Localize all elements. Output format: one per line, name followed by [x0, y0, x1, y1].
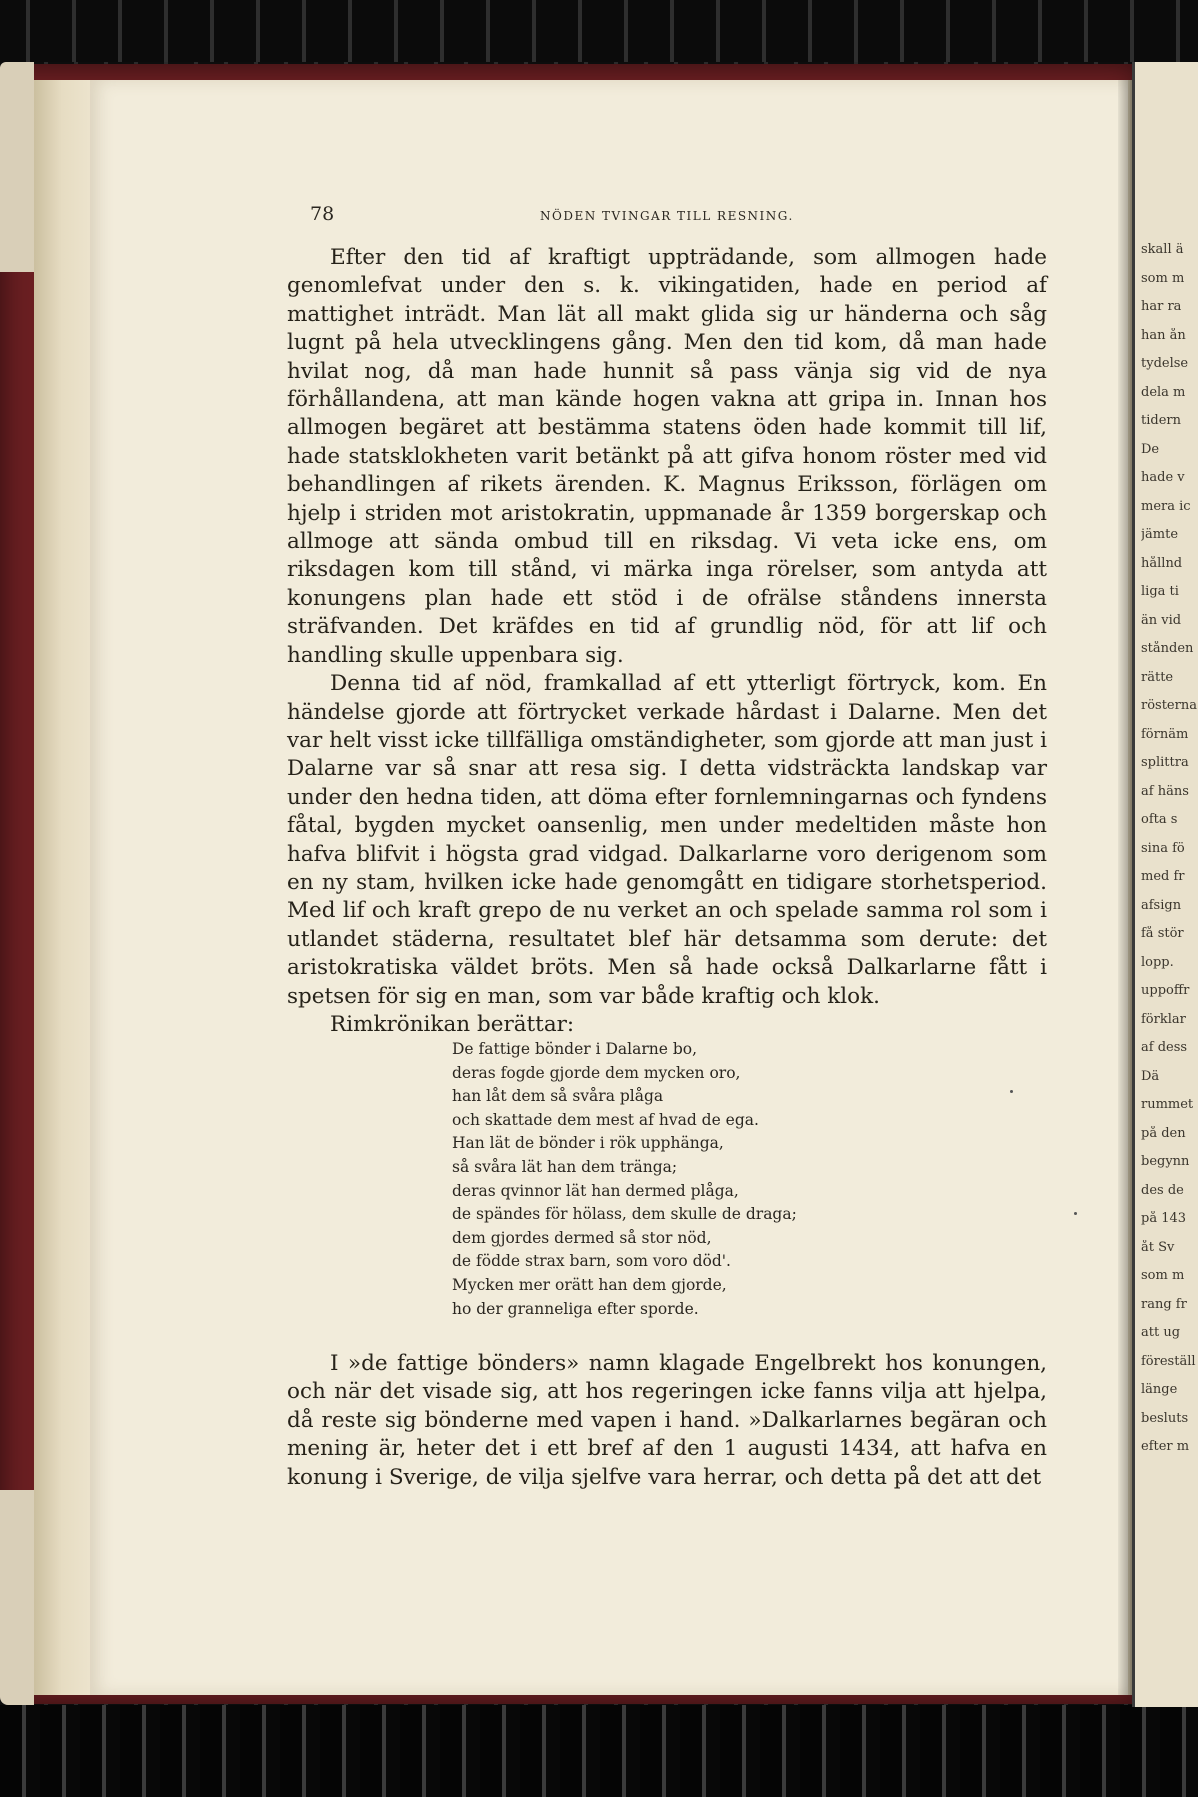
- facing-page-fragment: efter m: [1141, 1439, 1190, 1454]
- facing-page-fragment: Dä: [1141, 1068, 1160, 1084]
- facing-page-fragment: uppoffr: [1141, 983, 1190, 998]
- facing-page-fragment: De: [1141, 441, 1160, 457]
- poem-line: så svåra lät han dem tränga;: [452, 1157, 678, 1176]
- poem-quote: [452, 1038, 932, 1321]
- facing-page-fragment: på den: [1141, 1125, 1186, 1141]
- facing-page-fragment: lopp.: [1141, 954, 1174, 970]
- facing-page-fragment: på 143: [1141, 1211, 1187, 1226]
- facing-page-fragment: med fr: [1141, 869, 1185, 884]
- paragraph: I »de fattige bönders» namn klagade Engelbrekt hos konungen, och när det visade sig, att hos regeringen icke fanns vilja att hjelpa, då reste sig bönderne med vapen i hand. »Dalkarlarnes begäran och mening är, heter det i ett bref af den 1 augusti 1434, att hafva en konung i Sverige, de vilja sjelfve vara herrar, och detta på det att det: [287, 1351, 1047, 1490]
- paragraph: Denna tid af nöd, framkallad af ett ytterligt förtryck, kom. En händelse gjorde att förtrycket verkade hårdast i Dalarne. Men det var helt visst icke tillfälliga omständigheter, som gjorde att man just i Dalarne var så snar att resa sig. I detta vidsträckta landskap var under den hedna tiden, att döma efter fornlemningarnas och fyndens fåtal, bygden mycket oansenlig, men under medeltiden måste hon hafva blifvit i högsta grad vidgad. Dalkarlarne voro derigenom som en ny stam, hvilken icke hade genomgått en tidigare storhetsperiod. Med lif och kraft grepo de nu verket an och spelade samma rol som i utlandet städerna, resultatet blef här detsamma som derute: det aristokratiska väldet bröts. Men så hade också Dalkarlarne fått i spetsen för sig en man, som var både kraftig och klok.: [287, 671, 1047, 1009]
- facing-page-fragment: än vid: [1141, 612, 1182, 628]
- facing-page-fragment: hållnd: [1141, 555, 1183, 571]
- running-title: NÖDEN TVINGAR TILL RESNING.: [540, 209, 794, 223]
- poem-line: Mycken mer orätt han dem gjorde,: [452, 1275, 727, 1294]
- facing-page-fragment: tydelse: [1141, 356, 1189, 371]
- page-edge-shadow: [1118, 80, 1132, 1695]
- facing-page-fragment: des de: [1141, 1182, 1184, 1198]
- scanner-bed-bottom: [0, 1705, 1198, 1797]
- poem-line: de födde strax barn, som voro död'.: [452, 1252, 731, 1271]
- poem-line: och skattade dem mest af hvad de ega.: [452, 1110, 759, 1129]
- poem-line: deras fogde gjorde dem mycken oro,: [452, 1063, 741, 1082]
- poem-line: Han lät de bönder i rök upphänga,: [452, 1134, 724, 1153]
- facing-page-fragment: splittra: [1141, 755, 1189, 770]
- facing-page-fragment: begynn: [1141, 1154, 1190, 1169]
- facing-page-fragment: afsign: [1141, 897, 1182, 913]
- body-text: [287, 244, 1047, 1039]
- facing-page-fragment: har ra: [1141, 299, 1182, 314]
- page-number: 78: [310, 203, 335, 225]
- facing-page-fragment: ofta s: [1141, 812, 1178, 827]
- facing-page-fragment: åt Sv: [1141, 1239, 1175, 1255]
- facing-page-fragment: rätte: [1141, 669, 1174, 685]
- poem-line: ho der granneliga efter sporde.: [452, 1299, 699, 1318]
- poem-line: han låt dem så svåra plåga: [452, 1087, 664, 1106]
- page-header: [310, 203, 1050, 233]
- cover-corner-bottom: [0, 1490, 34, 1705]
- paragraph: Efter den tid af kraftigt uppträdande, som allmogen hade genomlefvat under den s. k. vikingatiden, hade en period af mattighet inträdt. Man lät all makt glida sig ur händerna och såg lugnt på hela utvecklingens gång. Men den tid kom, då man hade hvilat nog, då man hade hunnit så pass vänja sig vid de nya förhållandena, att man kände hogen vakna att gripa in. Innan hos allmogen begäret att bestämma statens öden hade kommit till lif, hade statsklokheten varit betänkt på att gifva honom röster med vid behandlingen af rikets ärenden. K. Magnus Eriksson, förlägen om hjelp i striden mot aristokratin, uppmanade år 1359 borgerskap och allmoge att sända ombud till en riksdag. Vi veta icke ens, om riksdagen kom till stånd, vi märka inga rörelser, som antyda att konungens plan hade ett stöd i de ofrälse ståndens innersta sträfvanden. Det kräfdes en tid af grundlig nöd, för att lif och handling skulle uppenbara sig.: [287, 245, 1047, 668]
- facing-page-fragment: han ån: [1141, 327, 1186, 343]
- facing-page-fragment: hade v: [1141, 470, 1185, 485]
- closing-text: [287, 1350, 1047, 1492]
- facing-page-fragment: dela m: [1141, 384, 1186, 400]
- facing-page-fragment: rang fr: [1141, 1296, 1187, 1312]
- cover-corner-top: [0, 62, 34, 272]
- ink-speck: [1074, 1212, 1077, 1215]
- paragraph: Rimkrönikan berättar:: [330, 1011, 575, 1037]
- facing-page-fragment: sina fö: [1141, 840, 1185, 856]
- facing-page-fragment: stånden: [1141, 641, 1194, 656]
- facing-page-fragment: liga ti: [1141, 584, 1179, 599]
- facing-page-fragment: få stör: [1141, 926, 1184, 941]
- facing-page-fragment: som m: [1141, 270, 1185, 286]
- poem-line: deras qvinnor lät han dermed plåga,: [452, 1181, 739, 1200]
- facing-page-fragment: tidern: [1141, 413, 1181, 428]
- facing-page-fragment: föreställ: [1141, 1353, 1196, 1369]
- facing-page-fragment: af häns: [1141, 783, 1189, 799]
- facing-page-fragment: af dess: [1141, 1040, 1188, 1055]
- facing-page-fragment: länge: [1141, 1382, 1178, 1397]
- facing-page-fragment: förnäm: [1141, 726, 1189, 742]
- scanner-bed-top: [0, 0, 1198, 62]
- poem-line: de spändes för hölass, dem skulle de draga;: [452, 1205, 797, 1224]
- facing-page-fragment: besluts: [1141, 1410, 1189, 1426]
- facing-page-fragment: som m: [1141, 1268, 1185, 1283]
- facing-page-fragment: mera ic: [1141, 498, 1191, 514]
- ink-speck: [1010, 1090, 1013, 1093]
- facing-page-fragment: skall ä: [1141, 242, 1184, 257]
- poem-line: dem gjordes dermed så stor nöd,: [452, 1228, 712, 1247]
- facing-page-fragment: att ug: [1141, 1325, 1181, 1340]
- poem-line: De fattige bönder i Dalarne bo,: [452, 1040, 698, 1058]
- facing-page-fragment: rösterna: [1141, 698, 1197, 713]
- facing-page-fragment: jämte: [1141, 527, 1179, 542]
- facing-page: [1132, 62, 1198, 1707]
- facing-page-fragment: rummet: [1141, 1097, 1194, 1112]
- facing-page-fragment: förklar: [1141, 1011, 1186, 1027]
